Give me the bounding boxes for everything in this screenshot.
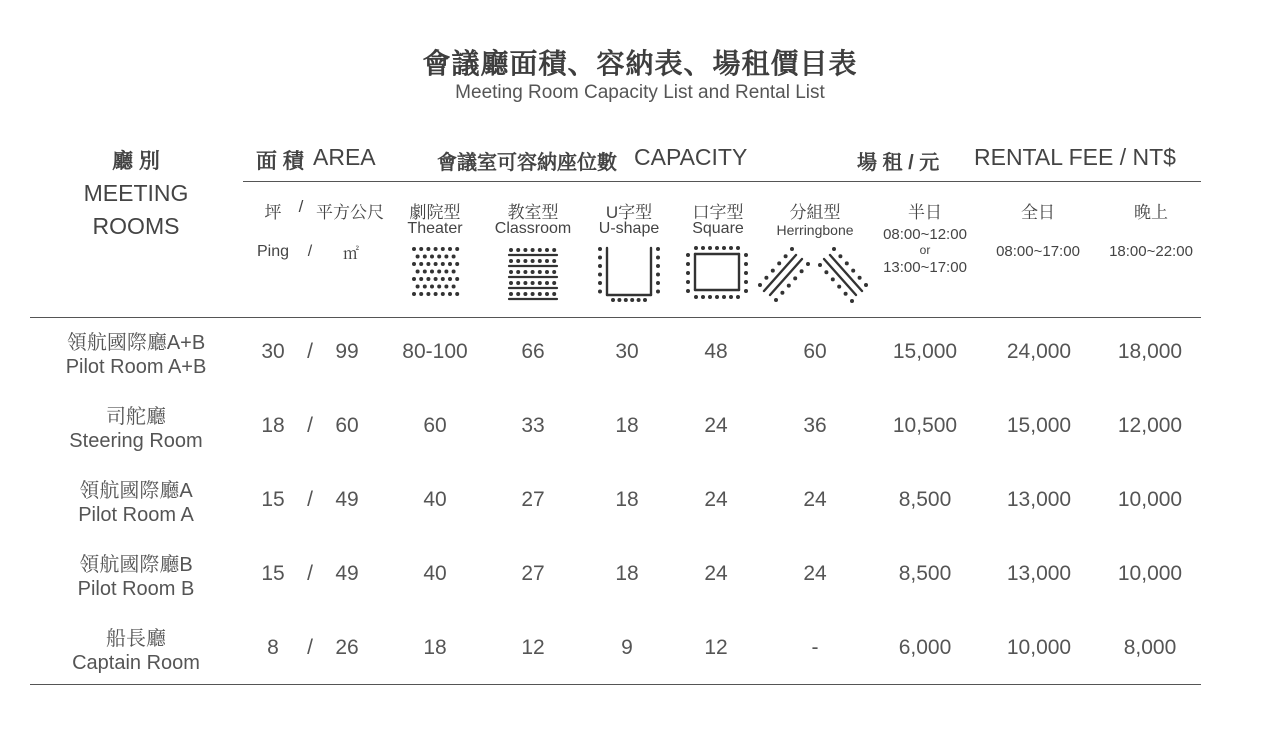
cell-slash: / (307, 488, 313, 511)
cell-herringbone: - (811, 636, 819, 659)
cell-evening: 8,000 (1123, 636, 1177, 659)
room-name-en: Pilot Room A+B (65, 356, 207, 378)
cell-herringbone: 24 (803, 488, 827, 511)
theater-seating-icon (410, 245, 462, 301)
cell-evening: 10,000 (1117, 562, 1183, 585)
cell-sqm: 49 (335, 488, 359, 511)
sub-ping-zh: 坪 (264, 203, 282, 222)
cell-square: 24 (704, 488, 728, 511)
sub-herringbone-en: Herringbone (776, 222, 854, 238)
cell-half-day: 8,500 (898, 562, 952, 585)
room-name-en: Steering Room (69, 430, 203, 452)
sub-theater-en: Theater (407, 220, 463, 237)
herringbone-seating-icon (758, 245, 874, 301)
sub-sqm-zh: 平方公尺 (316, 203, 384, 222)
classroom-seating-icon (507, 245, 559, 301)
cell-slash: / (307, 414, 313, 437)
sub-evening-zh: 晚上 (1134, 203, 1168, 222)
cell-classroom: 27 (521, 488, 545, 511)
cell-square: 24 (704, 562, 728, 585)
cell-classroom: 27 (521, 562, 545, 585)
room-name-zh: 船長廳 (106, 628, 166, 650)
cell-slash: / (307, 636, 313, 659)
cell-full-day: 13,000 (1006, 488, 1072, 511)
page-subtitle: Meeting Room Capacity List and Rental List (455, 82, 825, 103)
cell-herringbone: 24 (803, 562, 827, 585)
cell-classroom: 33 (521, 414, 545, 437)
cell-herringbone: 60 (803, 340, 827, 363)
cell-herringbone: 36 (803, 414, 827, 437)
header-room-zh: 廳 別 (112, 150, 160, 173)
cell-ping: 30 (261, 340, 285, 363)
sub-slash-en: / (307, 243, 313, 260)
cell-ushape: 18 (615, 488, 639, 511)
cell-half-day: 8,500 (898, 488, 952, 511)
sub-square-zh: 口字型 (692, 203, 744, 222)
sub-classroom-zh: 教室型 (507, 203, 559, 222)
cell-evening: 12,000 (1117, 414, 1183, 437)
cell-ping: 15 (261, 562, 285, 585)
cell-half-day: 6,000 (898, 636, 952, 659)
sub-ping-en: Ping (256, 243, 290, 260)
cell-classroom: 66 (521, 340, 545, 363)
sub-square-en: Square (692, 220, 744, 237)
cell-ushape: 18 (615, 414, 639, 437)
cell-slash: / (307, 340, 313, 363)
header-capacity-zh: 會議室可容納座位數 (437, 152, 617, 174)
cell-ping: 8 (267, 636, 279, 659)
sub-half-or: or (919, 243, 931, 257)
cell-sqm: 26 (335, 636, 359, 659)
room-name-zh: 領航國際廳A (79, 480, 193, 502)
cell-half-day: 10,500 (892, 414, 958, 437)
cell-full-day: 13,000 (1006, 562, 1072, 585)
cell-evening: 10,000 (1117, 488, 1183, 511)
sub-half-time2: 13:00~17:00 (883, 259, 967, 276)
cell-ushape: 30 (615, 340, 639, 363)
sub-sqm-en: ㎡ (342, 246, 360, 263)
cell-sqm: 49 (335, 562, 359, 585)
cell-evening: 18,000 (1117, 340, 1183, 363)
cell-full-day: 24,000 (1006, 340, 1072, 363)
cell-full-day: 15,000 (1006, 414, 1072, 437)
cell-classroom: 12 (521, 636, 545, 659)
header-area-zh: 面 積 (256, 150, 304, 173)
cell-full-day: 10,000 (1006, 636, 1072, 659)
sub-slash-zh: / (298, 197, 304, 216)
cell-ushape: 18 (615, 562, 639, 585)
header-room-en-1: MEETING (83, 180, 189, 206)
cell-ping: 18 (261, 414, 285, 437)
room-name-zh: 司舵廳 (106, 406, 166, 428)
cell-half-day: 15,000 (892, 340, 958, 363)
cell-theater: 60 (423, 414, 447, 437)
header-rental-zh: 場 租 / 元 (857, 152, 940, 174)
cell-theater: 40 (423, 488, 447, 511)
header-room-en-2: ROOMS (92, 213, 180, 239)
cell-square: 12 (704, 636, 728, 659)
sub-theater-zh: 劇院型 (409, 203, 461, 222)
cell-square: 24 (704, 414, 728, 437)
cell-square: 48 (704, 340, 728, 363)
sub-classroom-en: Classroom (494, 220, 572, 237)
cell-sqm: 99 (335, 340, 359, 363)
sub-ushape-zh: U字型 (605, 203, 653, 222)
square-seating-icon (685, 245, 749, 301)
cell-ushape: 9 (621, 636, 633, 659)
sub-ushape-en: U-shape (598, 220, 660, 237)
u-shape-seating-icon (597, 245, 661, 301)
cell-ping: 15 (261, 488, 285, 511)
sub-full-time: 08:00~17:00 (996, 243, 1080, 260)
header-rental-en: RENTAL FEE / NT$ (974, 144, 1176, 170)
cell-sqm: 60 (335, 414, 359, 437)
page-title: 會議廳面積、容納表、場租價目表 (422, 48, 858, 79)
room-name-en: Pilot Room B (77, 578, 195, 600)
header-area-en: AREA (313, 144, 376, 170)
cell-theater: 80-100 (402, 340, 468, 363)
header-divider (243, 181, 1201, 182)
cell-slash: / (307, 562, 313, 585)
table-top-divider (30, 317, 1201, 318)
header-capacity-en: CAPACITY (634, 144, 748, 170)
room-name-zh: 領航國際廳A+B (66, 332, 206, 354)
sub-half-time1: 08:00~12:00 (883, 226, 967, 243)
sub-full-zh: 全日 (1021, 203, 1055, 222)
sub-half-zh: 半日 (908, 203, 942, 222)
cell-theater: 40 (423, 562, 447, 585)
sub-evening-time: 18:00~22:00 (1109, 243, 1193, 260)
room-name-en: Captain Room (72, 652, 200, 674)
room-name-zh: 領航國際廳B (79, 554, 193, 576)
sub-herringbone-zh: 分組型 (789, 203, 841, 222)
table-bottom-divider (30, 684, 1201, 685)
room-name-en: Pilot Room A (78, 504, 194, 526)
cell-theater: 18 (423, 636, 447, 659)
